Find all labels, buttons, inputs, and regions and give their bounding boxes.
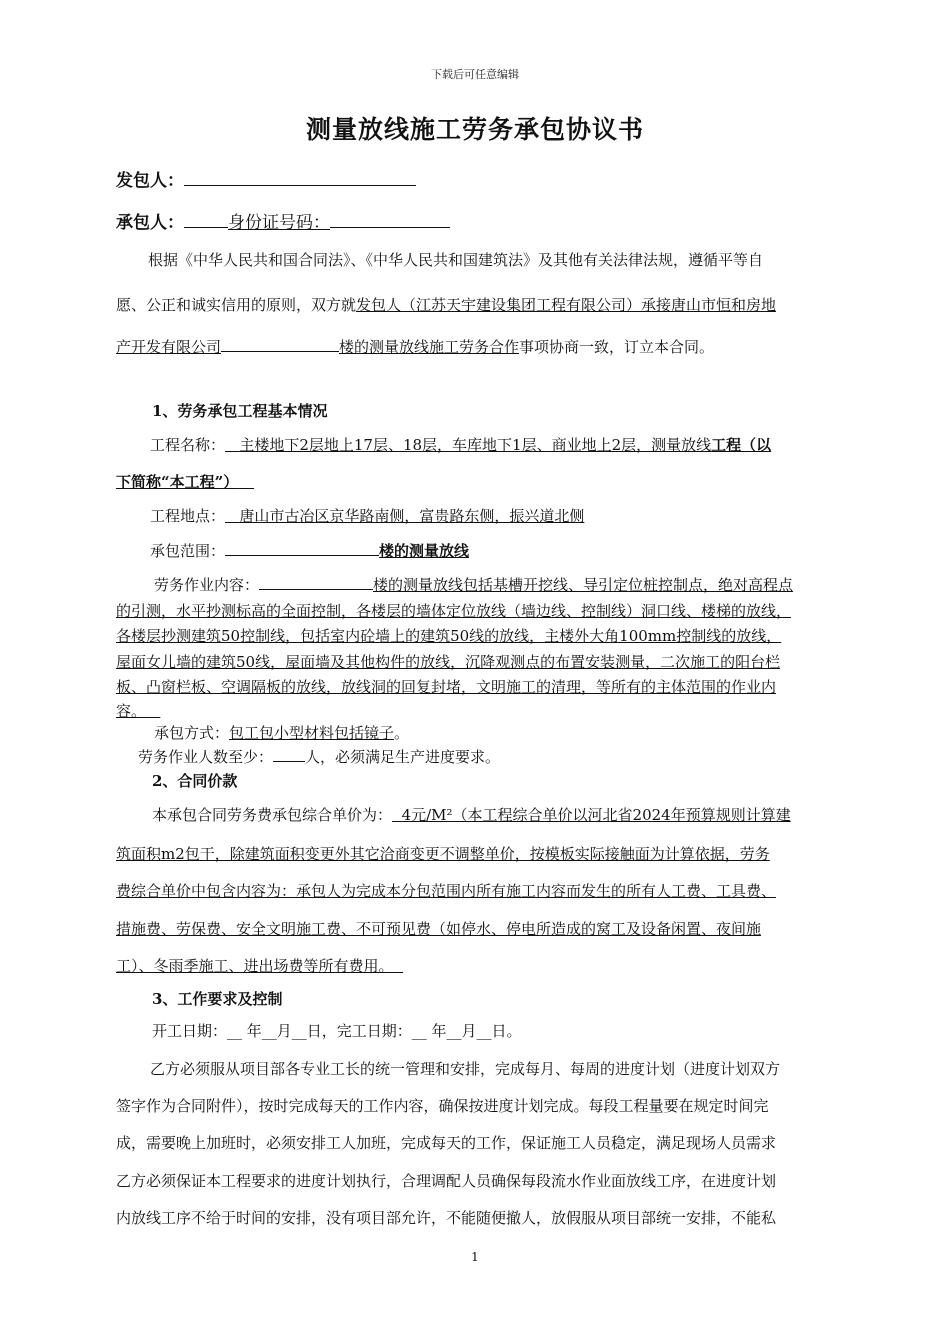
contractor-blank xyxy=(184,210,228,228)
requirements-line-5: 内放线工序不给于时间的安排，没有项目部允许，不能随便撤人，放假服从项目部统一安排，不能私 xyxy=(116,1209,777,1227)
project-location-value: 唐山市古冶区京华路南侧，富贵路东侧，振兴道北侧 xyxy=(239,507,585,525)
scope-line xyxy=(150,540,469,561)
price-label: 本承包合同劳务费承包综合单价为： xyxy=(152,806,393,824)
price-line-1 xyxy=(152,804,791,825)
contract-mode-label: 承包方式： xyxy=(154,724,230,742)
id-label: 身份证号码： xyxy=(228,213,330,233)
section-3-heading: 3、工作要求及控制 xyxy=(152,990,283,1008)
page-number: 1 xyxy=(471,1250,479,1264)
intro-line-3c: 事项协商一致，订立本合同。 xyxy=(519,338,715,356)
issuer-blank xyxy=(184,168,416,186)
contractor-label: 承包人： xyxy=(116,213,184,233)
intro-line-2 xyxy=(116,294,776,315)
requirements-line-2: 签字作为合同附件），按时完成每天的工作内容，确保按进度计划完成。每段工程量要在规定时间完 xyxy=(116,1097,769,1115)
intro-line-2b: 发包人（江苏天宇建设集团工程有限公司）承接唐山市恒和房地 xyxy=(356,296,777,314)
project-location-label: 工程地点： xyxy=(150,507,226,525)
contract-mode-line: 承包方式：包工包小型材料包括镜子。 xyxy=(154,724,410,742)
project-name-line xyxy=(150,434,771,455)
scope-label: 承包范围： xyxy=(150,542,226,560)
issuer-line xyxy=(116,166,416,191)
contractor-line xyxy=(116,208,450,233)
work-content-line-4: 屋面女儿墙的建筑50线，屋面墙及其他构件的放线，沉降观测点的布置安装测量，二次施工的阳台栏 xyxy=(116,653,781,671)
requirements-line-1: 乙方必须服从项目部各专业工长的统一管理和安排，完成每月、每周的进度计划（进度计划双方 xyxy=(150,1060,781,1078)
work-content-1: 楼的测量放线包括基槽开挖线、导引定位桩控制点，绝对高程点 xyxy=(373,576,794,594)
work-content-line-1 xyxy=(154,574,793,595)
document-title: 测量放线施工劳务承包协议书 xyxy=(305,115,644,144)
work-content-line-5: 板、凸窗栏板、空调隔板的放线，放线洞的回复封堵，文明施工的清理，等所有的主体范围的作业内 xyxy=(116,678,777,696)
intro-line-3a: 产开发有限公司 xyxy=(116,338,222,356)
project-name-label: 工程名称： xyxy=(150,436,226,454)
work-content-label: 劳务作业内容： xyxy=(154,576,260,594)
work-content-line-2: 的引测，水平抄测标高的全面控制，各楼层的墙体定位放线（墙边线、控制线）洞口线、楼梯的放线， xyxy=(116,602,792,620)
price-value: 4元/M²（本工程综合单价以河北省2024年预算规则计算建 xyxy=(401,806,791,824)
project-name-cont: 下简称“本工程”） xyxy=(116,473,239,491)
workers-line: 劳务作业人数至少： 人，必须满足生产进度要求。 xyxy=(138,748,501,766)
section-1-heading: 1、劳务承包工程基本情况 xyxy=(152,402,328,420)
workers-blank xyxy=(273,746,305,762)
work-content-line-3: 各楼层抄测建筑50控制线，包括室内砼墙上的建筑50线的放线，主楼外大角100mm控制线的放线， xyxy=(116,627,782,645)
intro-blank xyxy=(221,336,339,352)
dates-line: 开工日期：__ 年__月__日，完工日期：__ 年__月__日。 xyxy=(152,1022,522,1040)
section-2-heading: 2、合同价款 xyxy=(152,772,238,790)
requirements-line-3: 成，需要晚上加班时，必须安排工人加班，完成每天的工作，保证施工人员稳定，满足现场人员需求 xyxy=(116,1134,777,1152)
price-line-3: 费综合单价中包含内容为：承包人为完成本分包范围内所有施工内容而发生的所有人工费、工具费、 xyxy=(116,882,777,900)
project-name-value-bold: 工程（以 xyxy=(711,436,772,454)
header-note: 下载后可任意编辑 xyxy=(431,68,519,81)
requirements-line-4: 乙方必须保证本工程要求的进度计划执行，合理调配人员确保每段流水作业面放线工序，在进度计划 xyxy=(116,1172,777,1190)
intro-line-1: 根据《中华人民共和国合同法》、《中华人民共和国建筑法》及其他有关法律法规，遵循平等自 xyxy=(148,251,764,269)
price-line-5: 工）、冬雨季施工、进出场费等所有费用。 xyxy=(116,957,394,975)
scope-value: 楼的测量放线 xyxy=(379,542,470,560)
workers-label: 劳务作业人数至少： xyxy=(138,748,274,766)
issuer-label: 发包人： xyxy=(116,171,184,191)
intro-line-2a: 愿、公正和诚实信用的原则，双方就 xyxy=(116,296,357,314)
scope-blank xyxy=(225,540,379,556)
work-content-blank xyxy=(259,574,373,590)
intro-line-3 xyxy=(116,336,714,357)
contract-mode-value: 包工包小型材料包括镜子 xyxy=(229,724,395,742)
intro-line-3b: 楼的测量放线施工劳务合作 xyxy=(339,338,520,356)
project-location-line xyxy=(150,505,584,526)
project-name-value: 主楼地下2层地上17层、18层，车库地下1层、商业地上2层，测量放线 xyxy=(239,436,712,454)
price-line-2: 筑面积m2包干，除建筑面积变更外其它洽商变更不调整单价，按模板实际接触面为计算依据，劳务 xyxy=(116,845,770,863)
work-content-line-6: 容。 xyxy=(116,702,147,720)
id-blank xyxy=(330,210,450,228)
price-line-4: 措施费、劳保费、安全文明施工费、不可预见费（如停水、停电所造成的窝工及设备闲置、夜间施 xyxy=(116,920,762,938)
